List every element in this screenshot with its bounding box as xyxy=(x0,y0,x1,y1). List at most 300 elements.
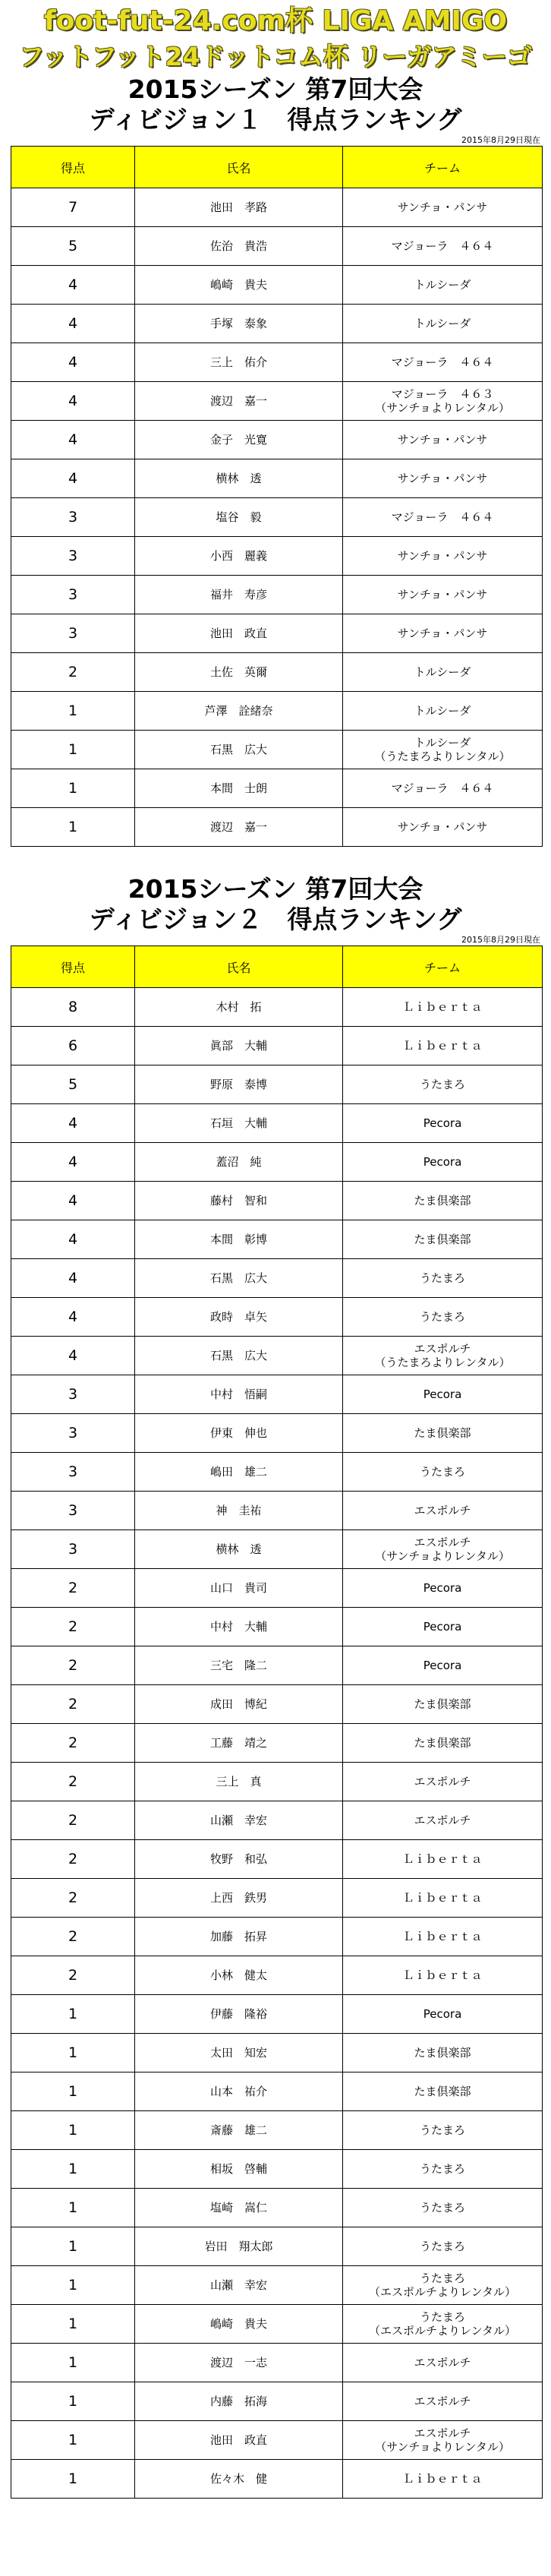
row-points: 2 xyxy=(11,1646,135,1685)
team-name: Ｌｉｂｅｒｔａ xyxy=(402,1039,483,1053)
row-points: 1 xyxy=(11,2150,135,2189)
header-points: 得点 xyxy=(11,147,135,188)
row-points: 3 xyxy=(11,1530,135,1569)
table-row xyxy=(11,1801,543,1840)
row-points: 7 xyxy=(11,188,135,227)
team-name: Pecora xyxy=(423,2007,462,2021)
table-row xyxy=(11,2150,543,2189)
table-row xyxy=(11,1414,543,1453)
row-team xyxy=(343,498,543,537)
table-row xyxy=(11,692,543,731)
row-points: 2 xyxy=(11,653,135,692)
table-row xyxy=(11,1995,543,2034)
row-team xyxy=(343,2344,543,2382)
row-points: 4 xyxy=(11,1143,135,1182)
table-row xyxy=(11,1569,543,1608)
row-points: 4 xyxy=(11,343,135,382)
header-team: チーム xyxy=(343,147,543,188)
team-name: マジョーラ ４６４ xyxy=(391,355,494,369)
row-team xyxy=(343,653,543,692)
row-team xyxy=(343,459,543,498)
row-team xyxy=(343,343,543,382)
row-player-name: 石垣 大輔 xyxy=(135,1104,343,1143)
row-player-name: 政時 卓矢 xyxy=(135,1298,343,1337)
table-row xyxy=(11,1220,543,1259)
row-team xyxy=(343,382,543,421)
row-points: 4 xyxy=(11,1220,135,1259)
team-name: うたまろ xyxy=(419,1078,465,1091)
row-player-name: 手塚 泰象 xyxy=(135,305,343,343)
row-player-name: 池田 孝路 xyxy=(135,188,343,227)
row-player-name: 石黒 広大 xyxy=(135,731,343,769)
team-name: うたまろ xyxy=(419,1271,465,1285)
row-points: 4 xyxy=(11,305,135,343)
row-player-name: 中村 悟嗣 xyxy=(135,1375,343,1414)
row-team xyxy=(343,1724,543,1763)
team-name: Pecora xyxy=(423,1116,462,1130)
row-points: 3 xyxy=(11,1492,135,1530)
row-player-name: 藤村 智和 xyxy=(135,1182,343,1220)
row-team xyxy=(343,769,543,808)
row-points: 8 xyxy=(11,988,135,1027)
team-loan-note: （サンチョよりレンタル） xyxy=(375,2440,510,2454)
row-team xyxy=(343,1569,543,1608)
row-player-name: 山瀬 幸宏 xyxy=(135,2266,343,2305)
header-name: 氏名 xyxy=(135,946,343,988)
table-row xyxy=(11,1840,543,1879)
header-team: チーム xyxy=(343,946,543,988)
row-points: 2 xyxy=(11,1840,135,1879)
table-row xyxy=(11,421,543,459)
row-points: 2 xyxy=(11,1801,135,1840)
table-row xyxy=(11,1530,543,1569)
table-row xyxy=(11,1453,543,1492)
row-team xyxy=(343,1840,543,1879)
row-player-name: 渡辺 嘉一 xyxy=(135,808,343,847)
table-row xyxy=(11,2421,543,2460)
team-name: うたまろ xyxy=(419,2310,465,2324)
table-row xyxy=(11,343,543,382)
table-row xyxy=(11,1298,543,1337)
row-player-name: 加藤 拓昇 xyxy=(135,1918,343,1956)
row-points: 5 xyxy=(11,227,135,266)
banner-title-english: foot-fut-24.com杯 LIGA AMIGO xyxy=(43,5,508,36)
team-name: トルシーダ xyxy=(414,665,471,679)
team-name: Ｌｉｂｅｒｔａ xyxy=(402,1930,483,1943)
team-name: Ｌｉｂｅｒｔａ xyxy=(402,1852,483,1866)
team-name: マジョーラ ４６３ xyxy=(391,387,494,401)
row-player-name: 小西 麗義 xyxy=(135,537,343,576)
team-loan-note: （サンチョよりレンタル） xyxy=(375,401,510,415)
row-player-name: 芦澤 詮緒奈 xyxy=(135,692,343,731)
table-row xyxy=(11,653,543,692)
team-name: エスポルチ xyxy=(414,1504,471,1517)
row-player-name: 山瀬 幸宏 xyxy=(135,1801,343,1840)
table-row xyxy=(11,2111,543,2150)
row-player-name: 佐治 貴浩 xyxy=(135,227,343,266)
row-player-name: 小林 健太 xyxy=(135,1956,343,1995)
table-row xyxy=(11,769,543,808)
row-points: 2 xyxy=(11,1724,135,1763)
team-name: Ｌｉｂｅｒｔａ xyxy=(402,1968,483,1982)
row-player-name: 嶋崎 貴夫 xyxy=(135,2305,343,2344)
row-player-name: 本間 彰博 xyxy=(135,1220,343,1259)
row-team xyxy=(343,1492,543,1530)
row-points: 2 xyxy=(11,1763,135,1801)
team-name: トルシーダ xyxy=(414,704,471,718)
team-loan-note: （サンチョよりレンタル） xyxy=(375,1549,510,1563)
row-points: 1 xyxy=(11,1995,135,2034)
row-points: 4 xyxy=(11,266,135,305)
row-player-name: 池田 政直 xyxy=(135,2421,343,2460)
row-team xyxy=(343,305,543,343)
division2-as-of-date: 2015年8月29日現在 xyxy=(461,935,540,945)
row-team xyxy=(343,1065,543,1104)
row-points: 1 xyxy=(11,808,135,847)
table-row xyxy=(11,1375,543,1414)
division1-title-line2: ディビジョン１ 得点ランキング xyxy=(89,105,462,134)
row-points: 2 xyxy=(11,1608,135,1646)
row-points: 2 xyxy=(11,1569,135,1608)
table-row xyxy=(11,2460,543,2499)
header-points: 得点 xyxy=(11,946,135,988)
row-player-name: 三上 佑介 xyxy=(135,343,343,382)
division1-table-body xyxy=(11,188,543,847)
row-points: 1 xyxy=(11,2421,135,2460)
team-loan-note: （うたまろよりレンタル） xyxy=(374,750,511,763)
team-name: たま倶楽部 xyxy=(414,1697,471,1711)
row-player-name: 石黒 広大 xyxy=(135,1259,343,1298)
row-team xyxy=(343,1995,543,2034)
row-points: 3 xyxy=(11,576,135,614)
row-player-name: 横林 透 xyxy=(135,459,343,498)
division1-title-line1: 2015シーズン 第7回大会 xyxy=(128,74,423,104)
team-name: うたまろ xyxy=(419,2123,465,2137)
table-row xyxy=(11,2305,543,2344)
row-points: 1 xyxy=(11,769,135,808)
team-name: うたまろ xyxy=(419,2201,465,2215)
team-name: エスポルチ xyxy=(414,1536,471,1549)
table-row xyxy=(11,1492,543,1530)
row-team xyxy=(343,2421,543,2460)
table-row xyxy=(11,988,543,1027)
row-player-name: 三宅 隆二 xyxy=(135,1646,343,1685)
table-row xyxy=(11,614,543,653)
table-row xyxy=(11,1918,543,1956)
team-name: エスポルチ xyxy=(414,2356,471,2369)
row-points: 3 xyxy=(11,1453,135,1492)
table-row xyxy=(11,1027,543,1065)
row-player-name: 金子 光寛 xyxy=(135,421,343,459)
row-points: 3 xyxy=(11,1414,135,1453)
team-name: エスポルチ xyxy=(414,2394,471,2408)
row-points: 3 xyxy=(11,614,135,653)
row-points: 1 xyxy=(11,2189,135,2227)
row-points: 1 xyxy=(11,2266,135,2305)
row-team xyxy=(343,731,543,769)
team-name: マジョーラ ４６４ xyxy=(391,781,494,795)
table-row xyxy=(11,2266,543,2305)
row-team xyxy=(343,2266,543,2305)
row-player-name: 塩谷 毅 xyxy=(135,498,343,537)
table-row xyxy=(11,227,543,266)
row-team xyxy=(343,692,543,731)
team-name: トルシーダ xyxy=(414,736,471,750)
row-team xyxy=(343,1646,543,1685)
row-team xyxy=(343,537,543,576)
row-player-name: 山口 貴司 xyxy=(135,1569,343,1608)
banner-title-katakana: フットフット24ドットコム杯 リーガアミーゴ xyxy=(19,42,532,71)
team-name: たま倶楽部 xyxy=(414,1233,471,1246)
row-points: 4 xyxy=(11,1182,135,1220)
row-team xyxy=(343,1182,543,1220)
row-team xyxy=(343,2072,543,2111)
row-team xyxy=(343,1220,543,1259)
row-team xyxy=(343,1530,543,1569)
table-row xyxy=(11,1724,543,1763)
table-row xyxy=(11,305,543,343)
row-points: 1 xyxy=(11,2382,135,2421)
table-row xyxy=(11,1337,543,1375)
team-name: エスポルチ xyxy=(414,1775,471,1788)
row-points: 2 xyxy=(11,1956,135,1995)
row-player-name: 相坂 啓輔 xyxy=(135,2150,343,2189)
team-name: うたまろ xyxy=(419,1465,465,1479)
division2-title-line1: 2015シーズン 第7回大会 xyxy=(128,874,423,904)
table-row xyxy=(11,2072,543,2111)
row-points: 1 xyxy=(11,692,135,731)
row-player-name: 内藤 拓海 xyxy=(135,2382,343,2421)
team-name: Ｌｉｂｅｒｔａ xyxy=(402,1000,483,1014)
row-team xyxy=(343,2111,543,2150)
row-player-name: 野原 泰博 xyxy=(135,1065,343,1104)
row-player-name: 伊東 伸也 xyxy=(135,1414,343,1453)
table-row xyxy=(11,2034,543,2072)
row-player-name: 嶋田 雄二 xyxy=(135,1453,343,1492)
team-name: サンチョ・パンサ xyxy=(397,472,488,485)
row-player-name: 渡辺 嘉一 xyxy=(135,382,343,421)
team-name: サンチョ・パンサ xyxy=(397,200,488,214)
team-name: Pecora xyxy=(423,1155,462,1169)
row-team xyxy=(343,2382,543,2421)
team-name: エスポルチ xyxy=(414,1814,471,1827)
row-player-name: 中村 大輔 xyxy=(135,1608,343,1646)
table-row xyxy=(11,266,543,305)
row-player-name: 本間 士朗 xyxy=(135,769,343,808)
table-row xyxy=(11,1956,543,1995)
row-points: 4 xyxy=(11,1259,135,1298)
team-name: サンチョ・パンサ xyxy=(397,549,488,563)
division1-ranking-table xyxy=(11,146,543,847)
row-points: 2 xyxy=(11,1918,135,1956)
row-player-name: 池田 政直 xyxy=(135,614,343,653)
team-loan-note: （うたまろよりレンタル） xyxy=(374,1356,511,1369)
row-team xyxy=(343,1879,543,1918)
row-points: 2 xyxy=(11,1879,135,1918)
row-player-name: 上西 鉄男 xyxy=(135,1879,343,1918)
table-row xyxy=(11,2189,543,2227)
row-team xyxy=(343,988,543,1027)
row-team xyxy=(343,1801,543,1840)
row-team xyxy=(343,266,543,305)
row-team xyxy=(343,421,543,459)
table-row xyxy=(11,2382,543,2421)
table-row xyxy=(11,537,543,576)
row-player-name: 福井 寿彦 xyxy=(135,576,343,614)
division2-title-line2: ディビジョン２ 得点ランキング xyxy=(89,904,462,934)
row-player-name: 石黒 広大 xyxy=(135,1337,343,1375)
row-player-name: 伊藤 隆裕 xyxy=(135,1995,343,2034)
header-name: 氏名 xyxy=(135,147,343,188)
row-team xyxy=(343,1259,543,1298)
division2-section xyxy=(0,874,551,2499)
row-team xyxy=(343,2150,543,2189)
row-team xyxy=(343,614,543,653)
row-team xyxy=(343,1918,543,1956)
team-name: マジョーラ ４６４ xyxy=(391,510,494,524)
team-name: エスポルチ xyxy=(414,2426,471,2440)
row-player-name: 三上 真 xyxy=(135,1763,343,1801)
row-player-name: 横林 透 xyxy=(135,1530,343,1569)
row-player-name: 斎藤 雄二 xyxy=(135,2111,343,2150)
team-name: トルシーダ xyxy=(414,278,471,292)
row-player-name: 太田 知宏 xyxy=(135,2034,343,2072)
row-team xyxy=(343,1143,543,1182)
section-spacer xyxy=(0,847,551,874)
team-name: たま倶楽部 xyxy=(414,1426,471,1440)
table-row xyxy=(11,1182,543,1220)
row-team xyxy=(343,2189,543,2227)
row-points: 1 xyxy=(11,2305,135,2344)
team-name: マジョーラ ４６４ xyxy=(391,239,494,253)
row-player-name: 神 圭祐 xyxy=(135,1492,343,1530)
team-name: トルシーダ xyxy=(414,317,471,330)
division1-as-of-date: 2015年8月29日現在 xyxy=(461,135,540,145)
row-points: 1 xyxy=(11,2227,135,2266)
row-player-name: 成田 博紀 xyxy=(135,1685,343,1724)
table-row xyxy=(11,1143,543,1182)
table-header-row xyxy=(11,946,543,988)
team-name: うたまろ xyxy=(419,2240,465,2253)
table-row xyxy=(11,1685,543,1724)
team-name: たま倶楽部 xyxy=(414,1736,471,1750)
row-team xyxy=(343,2227,543,2266)
row-player-name: 嶋崎 貴夫 xyxy=(135,266,343,305)
row-team xyxy=(343,808,543,847)
row-points: 1 xyxy=(11,2111,135,2150)
row-team xyxy=(343,1375,543,1414)
row-team xyxy=(343,1763,543,1801)
team-name: Pecora xyxy=(423,1620,462,1634)
team-loan-note: （エスポルチよりレンタル） xyxy=(368,2285,517,2299)
team-name: Ｌｉｂｅｒｔａ xyxy=(402,1891,483,1905)
table-row xyxy=(11,1065,543,1104)
table-row xyxy=(11,2344,543,2382)
table-row xyxy=(11,1879,543,1918)
row-points: 4 xyxy=(11,1104,135,1143)
table-row xyxy=(11,1608,543,1646)
division2-table-body xyxy=(11,988,543,2499)
row-player-name: 渡辺 一志 xyxy=(135,2344,343,2382)
table-row xyxy=(11,498,543,537)
team-name: サンチョ・パンサ xyxy=(397,820,488,834)
row-team xyxy=(343,1027,543,1065)
row-team xyxy=(343,1414,543,1453)
row-team xyxy=(343,2034,543,2072)
table-header-row xyxy=(11,147,543,188)
team-name: Ｌｉｂｅｒｔａ xyxy=(402,2472,483,2486)
division2-ranking-table xyxy=(11,945,543,2499)
team-name: サンチョ・パンサ xyxy=(397,588,488,601)
team-name: うたまろ xyxy=(419,2162,465,2176)
row-points: 6 xyxy=(11,1027,135,1065)
team-name: Pecora xyxy=(423,1387,462,1401)
row-points: 3 xyxy=(11,537,135,576)
row-points: 4 xyxy=(11,421,135,459)
row-team xyxy=(343,1608,543,1646)
table-row xyxy=(11,1104,543,1143)
team-name: サンチョ・パンサ xyxy=(397,433,488,447)
row-player-name: 蓋沼 純 xyxy=(135,1143,343,1182)
row-points: 1 xyxy=(11,2344,135,2382)
row-points: 1 xyxy=(11,2072,135,2111)
table-row xyxy=(11,731,543,769)
row-player-name: 木村 拓 xyxy=(135,988,343,1027)
row-points: 2 xyxy=(11,1685,135,1724)
row-points: 4 xyxy=(11,1298,135,1337)
row-player-name: 牧野 和弘 xyxy=(135,1840,343,1879)
table-row xyxy=(11,459,543,498)
row-points: 1 xyxy=(11,2460,135,2499)
row-player-name: 工藤 靖之 xyxy=(135,1724,343,1763)
team-loan-note: （エスポルチよりレンタル） xyxy=(368,2324,517,2338)
row-player-name: 佐々木 健 xyxy=(135,2460,343,2499)
table-row xyxy=(11,382,543,421)
team-name: エスポルチ xyxy=(414,1342,471,1356)
row-team xyxy=(343,1104,543,1143)
row-points: 3 xyxy=(11,498,135,537)
team-name: たま倶楽部 xyxy=(414,1194,471,1208)
row-points: 4 xyxy=(11,382,135,421)
table-row xyxy=(11,1763,543,1801)
table-row xyxy=(11,576,543,614)
row-player-name: 土佐 英爾 xyxy=(135,653,343,692)
table-row xyxy=(11,808,543,847)
row-points: 4 xyxy=(11,459,135,498)
team-name: うたまろ xyxy=(419,2271,465,2285)
row-team xyxy=(343,2305,543,2344)
row-team xyxy=(343,188,543,227)
team-name: サンチョ・パンサ xyxy=(397,627,488,640)
row-team xyxy=(343,1298,543,1337)
team-name: たま倶楽部 xyxy=(414,2046,471,2060)
row-team xyxy=(343,1453,543,1492)
team-name: うたまろ xyxy=(419,1310,465,1324)
row-team xyxy=(343,1337,543,1375)
row-team xyxy=(343,1956,543,1995)
table-row xyxy=(11,1259,543,1298)
row-team xyxy=(343,227,543,266)
team-name: Pecora xyxy=(423,1581,462,1595)
team-name: たま倶楽部 xyxy=(414,2085,471,2098)
table-row xyxy=(11,2227,543,2266)
table-row xyxy=(11,188,543,227)
row-points: 3 xyxy=(11,1375,135,1414)
division1-section xyxy=(0,74,551,847)
row-team xyxy=(343,2460,543,2499)
row-points: 5 xyxy=(11,1065,135,1104)
row-player-name: 岩田 翔太郎 xyxy=(135,2227,343,2266)
